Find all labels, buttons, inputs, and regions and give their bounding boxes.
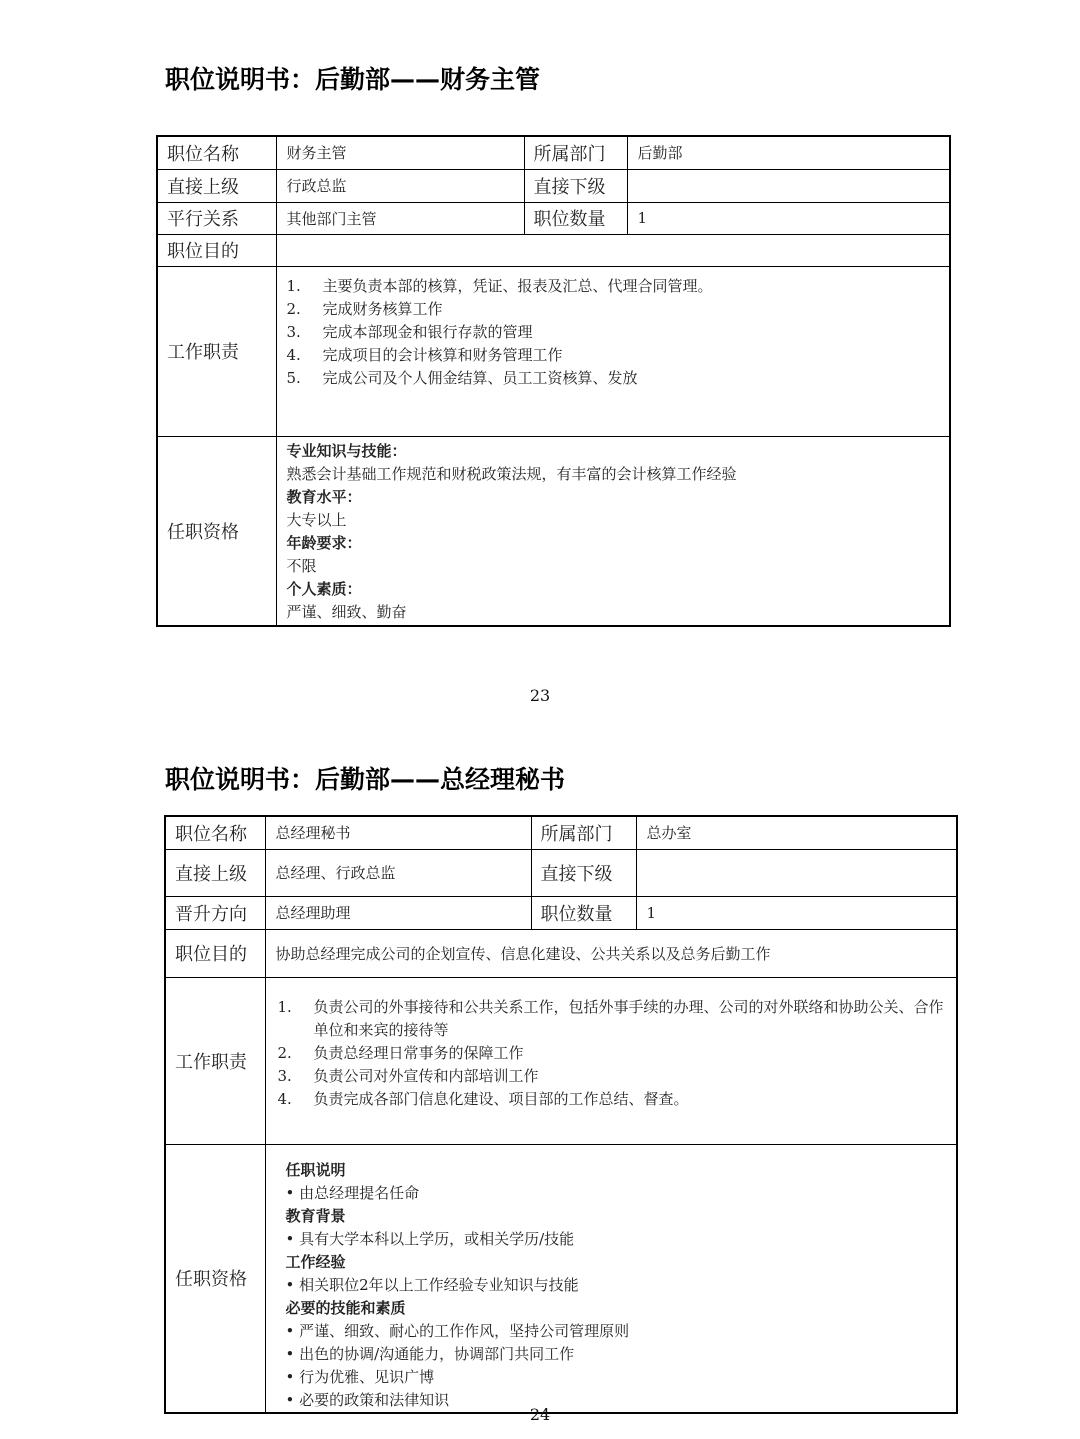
duties-list [287,275,940,390]
value-promotion: 总经理助理 [265,896,531,929]
qualification-text: 大专以上 [286,510,347,529]
value-parallel-relation: 其他部门主管 [276,202,524,234]
label-position-purpose: 职位目的 [165,929,265,977]
qualification-heading: 专业知识与技能： [286,441,407,460]
duties-cell [276,266,950,436]
list-item: 2. 负责总经理日常事务的保障工作 [277,1043,524,1062]
qualification-bullet: • 相关职位2年以上工作经验专业知识与技能 [285,1275,579,1294]
qualification-bullet: • 必要的政策和法律知识 [285,1390,450,1409]
value-position-purpose [276,234,950,266]
value-position-purpose: 协助总经理完成公司的企划宣传、信息化建设、公共关系以及总务后勤工作 [265,929,957,977]
qualification-heading: 年龄要求： [286,533,362,552]
list-item: 4. 负责完成各部门信息化建设、项目部的工作总结、督查。 [277,1089,689,1108]
list-item: 1. 主要负责本部的核算，凭证、报表及汇总、代理合同管理。 [286,276,713,295]
value-position-name: 财务主管 [276,136,524,169]
label-parallel-relation: 平行关系 [157,202,276,234]
label-position-count: 职位数量 [531,896,636,929]
qualification-bullet: • 行为优雅、见识广博 [285,1367,435,1386]
page-number: 23 [529,686,551,705]
list-item: 4. 完成项目的会计核算和财务管理工作 [286,345,563,364]
label-duties: 工作职责 [165,977,265,1144]
value-direct-subordinate [636,849,957,896]
qualification-heading: 个人素质： [286,579,362,598]
page-title: 职位说明书：后勤部——财务主管 [165,65,541,94]
qualification-text: 严谨、细致、勤奋 [286,602,407,621]
label-direct-subordinate: 直接下级 [524,169,627,202]
label-direct-subordinate: 直接下级 [531,849,636,896]
value-position-count: 1 [627,202,950,234]
label-position-name: 职位名称 [165,816,265,849]
qualification-heading: 教育背景 [285,1206,346,1225]
label-direct-superior: 直接上级 [165,849,265,896]
value-direct-subordinate [627,169,950,202]
qualification-bullet: • 具有大学本科以上学历，或相关学历/技能 [285,1229,575,1248]
qualification-heading: 必要的技能和素质 [285,1298,406,1317]
label-promotion: 晋升方向 [165,896,265,929]
list-item: 2. 完成财务核算工作 [286,299,443,318]
label-qualifications: 任职资格 [165,1144,265,1413]
qualification-heading: 任职说明 [285,1160,346,1179]
job-description-table [164,815,958,1414]
qualification-bullet: • 出色的协调/沟通能力，协调部门共同工作 [285,1344,575,1363]
value-department: 总办室 [636,816,957,849]
label-position-name: 职位名称 [157,136,276,169]
label-duties: 工作职责 [157,266,276,436]
qualification-text: 不限 [286,556,317,575]
page-number: 24 [529,1405,551,1424]
qualifications-list [287,440,940,624]
list-item: 3. 完成本部现金和银行存款的管理 [286,322,533,341]
value-department: 后勤部 [627,136,950,169]
qualifications-cell [265,1144,957,1413]
label-qualifications: 任职资格 [157,436,276,626]
list-item: 1. 负责公司的外事接待和公共关系工作，包括外事手续的办理、公司的对外联络和协助公关、合作单位和来宾的接待等 [277,997,944,1039]
qualification-heading: 教育水平： [286,487,362,506]
label-department: 所属部门 [524,136,627,169]
page-title: 职位说明书：后勤部——总经理秘书 [165,765,566,794]
list-item: 5. 完成公司及个人佣金结算、员工工资核算、发放 [286,368,638,387]
qualification-bullet: • 由总经理提名任命 [285,1183,420,1202]
label-position-count: 职位数量 [524,202,627,234]
qualifications-list [286,1159,947,1412]
value-position-name: 总经理秘书 [265,816,531,849]
qualifications-cell [276,436,950,626]
value-position-count: 1 [636,896,957,929]
label-direct-superior: 直接上级 [157,169,276,202]
qualification-text: 熟悉会计基础工作规范和财税政策法规，有丰富的会计核算工作经验 [286,464,737,483]
list-item: 3. 负责公司对外宣传和内部培训工作 [277,1066,539,1085]
duties-list [278,996,947,1111]
value-direct-superior: 总经理、行政总监 [265,849,531,896]
qualification-heading: 工作经验 [285,1252,346,1271]
duties-cell [265,977,957,1144]
value-direct-superior: 行政总监 [276,169,524,202]
label-position-purpose: 职位目的 [157,234,276,266]
qualification-bullet: • 严谨、细致、耐心的工作作风，坚持公司管理原则 [285,1321,630,1340]
job-description-table [156,135,951,627]
label-department: 所属部门 [531,816,636,849]
